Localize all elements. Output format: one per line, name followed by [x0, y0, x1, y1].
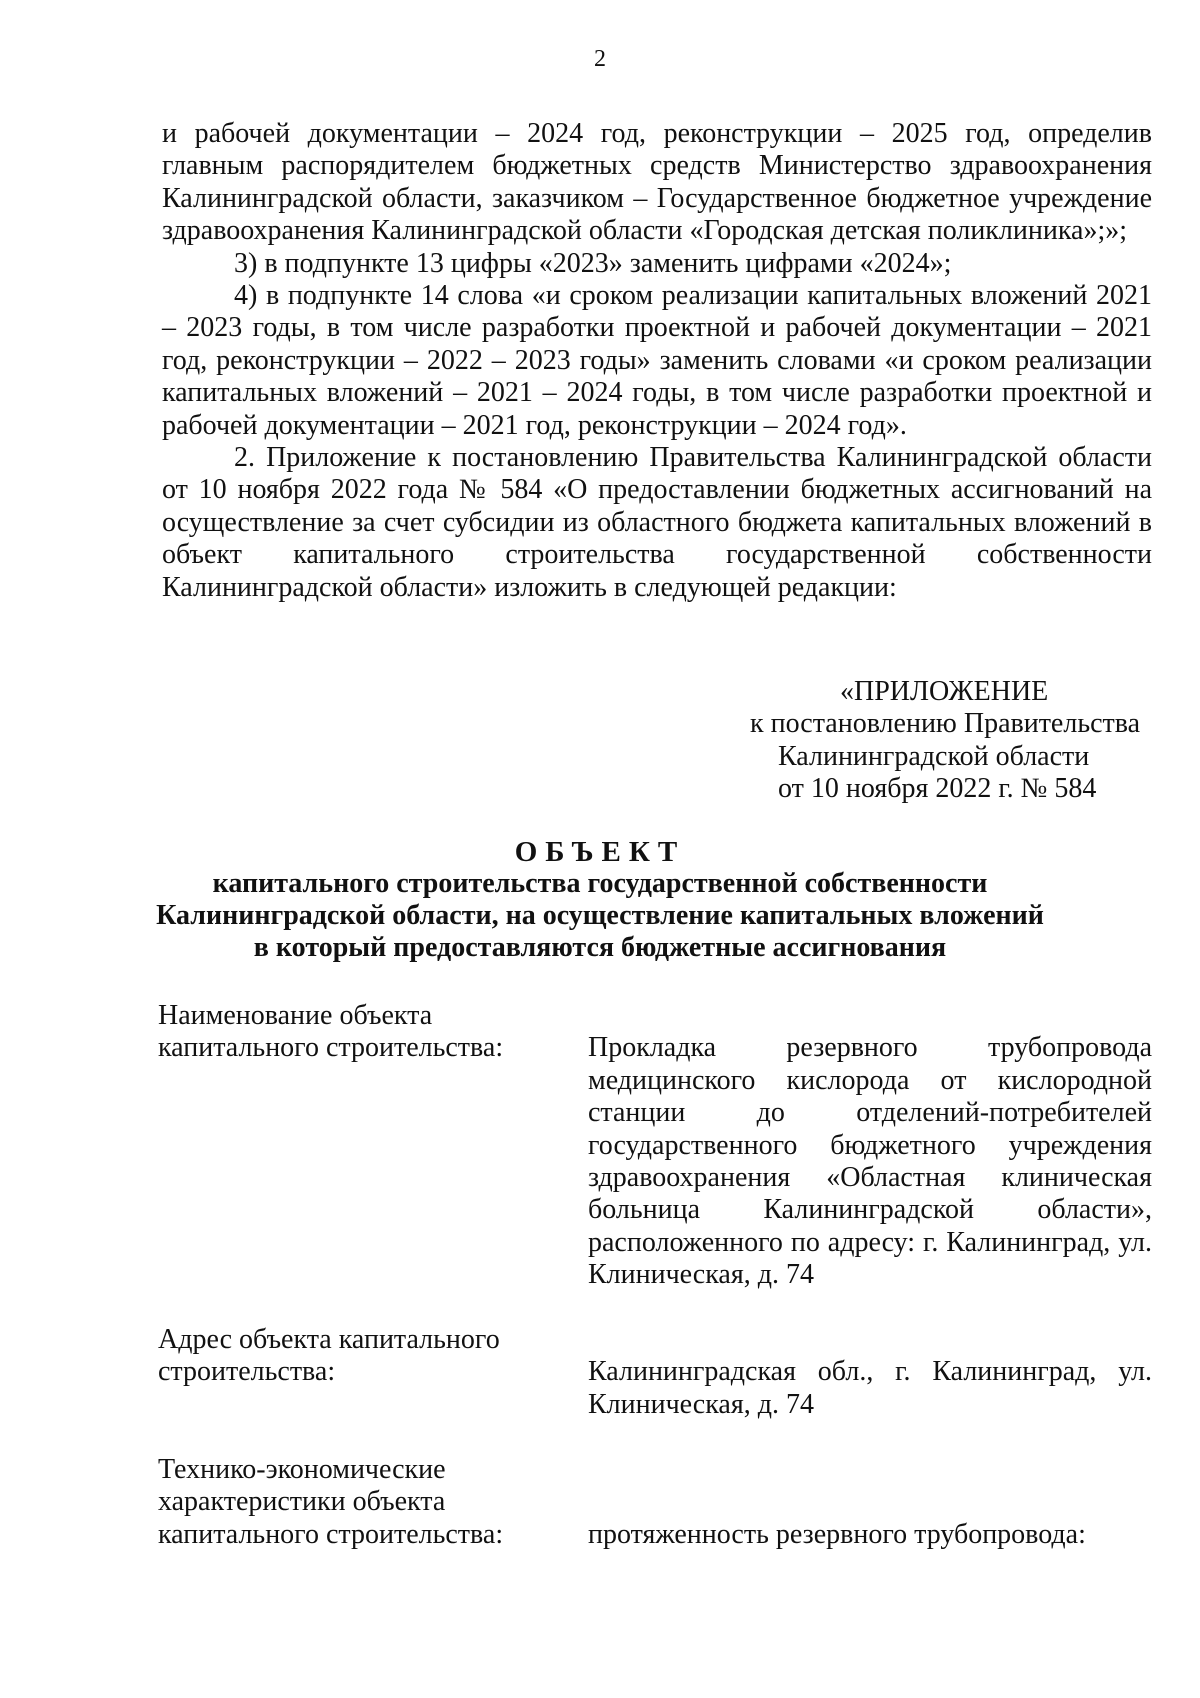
paragraph: 3) в подпункте 13 цифры «2023» заменить цифрами «2024»;: [234, 247, 952, 279]
paragraph: и рабочей документации – 2024 год, реконструкции – 2025 год, определив главным распорядителем бюджетных средств Министерство здравоохранения Калининградской области, заказчиком – Государственное бюджетное учреждение здравоохранения Калининградской области «Городская детская поликлиника»;»;: [162, 118, 1152, 247]
object-title-line: Калининградской области, на осуществление капитальных вложений: [156, 900, 1044, 931]
property-value-text: Калининградская обл., г. Калининград, ул. Клиническая, д. 74: [588, 1356, 1152, 1420]
object-title-line: в который предоставляются бюджетные ассигнования: [253, 932, 947, 963]
object-properties: [158, 1000, 1152, 1551]
appendix-line: от 10 ноября 2022 г. № 584: [778, 773, 1097, 805]
property-value: [588, 1324, 1152, 1442]
property-label-line: Адрес объекта капитального: [158, 1324, 500, 1355]
property-label: [158, 1000, 588, 1310]
property-value-text: протяженность резервного трубопровода:: [588, 1518, 1086, 1550]
property-value-text: Прокладка резервного трубопровода медицинского кислорода от кислородной станции до отделений-потребителей государственного бюджетного учреждения здравоохранения «Областная клиническая больница Калининградской области», расположенного по адресу: г. Калининград, ул. Клиническая, д. 74: [588, 1032, 1152, 1291]
appendix-block: [700, 676, 1144, 806]
appendix-line: к постановлению Правительства: [750, 708, 1141, 740]
appendix-line: Калининградской области: [778, 740, 1090, 772]
property-label: [158, 1454, 588, 1551]
property-label-line: капитального строительства:: [158, 1518, 504, 1550]
property-label-line: Наименование объекта: [158, 1000, 433, 1031]
body-text: [162, 118, 1152, 604]
property-value: [588, 1000, 1152, 1310]
property-label: [158, 1324, 588, 1442]
property-label-line: строительства:: [158, 1356, 336, 1388]
property-label-line: Технико-экономические: [158, 1454, 446, 1485]
object-title-word: ОБЪЕКТ: [514, 836, 686, 868]
property-row: [158, 1324, 1152, 1442]
property-label-line: капитального строительства:: [158, 1032, 504, 1064]
object-title-line: капитального строительства государственной собственности: [212, 868, 988, 899]
object-title: [0, 836, 1200, 964]
page-number: 2: [594, 46, 606, 72]
paragraph: 4) в подпункте 14 слова «и сроком реализации капитальных вложений 2021 – 2023 годы, в том числе разработки проектной и рабочей документации – 2021 год, реконструкции – 2022 – 2023 годы» заменить словами «и сроком реализации капитальных вложений – 2021 – 2024 годы, в том числе разработки проектной и рабочей документации – 2021 год, реконструкции – 2024 год».: [162, 280, 1152, 441]
property-label-line: характеристики объекта: [158, 1486, 446, 1518]
property-row: [158, 1000, 1152, 1310]
paragraph: 2. Приложение к постановлению Правительства Калининградской области от 10 ноября 2022 года № 584 «О предоставлении бюджетных ассигнований на осуществление за счет субсидии из областного бюджета капитальных вложений в объект капитального строительства государственной собственности Калининградской области» изложить в следующей редакции:: [162, 442, 1152, 603]
property-value: [588, 1454, 1152, 1551]
appendix-heading: «ПРИЛОЖЕНИЕ: [840, 676, 1049, 707]
property-row: [158, 1454, 1152, 1551]
